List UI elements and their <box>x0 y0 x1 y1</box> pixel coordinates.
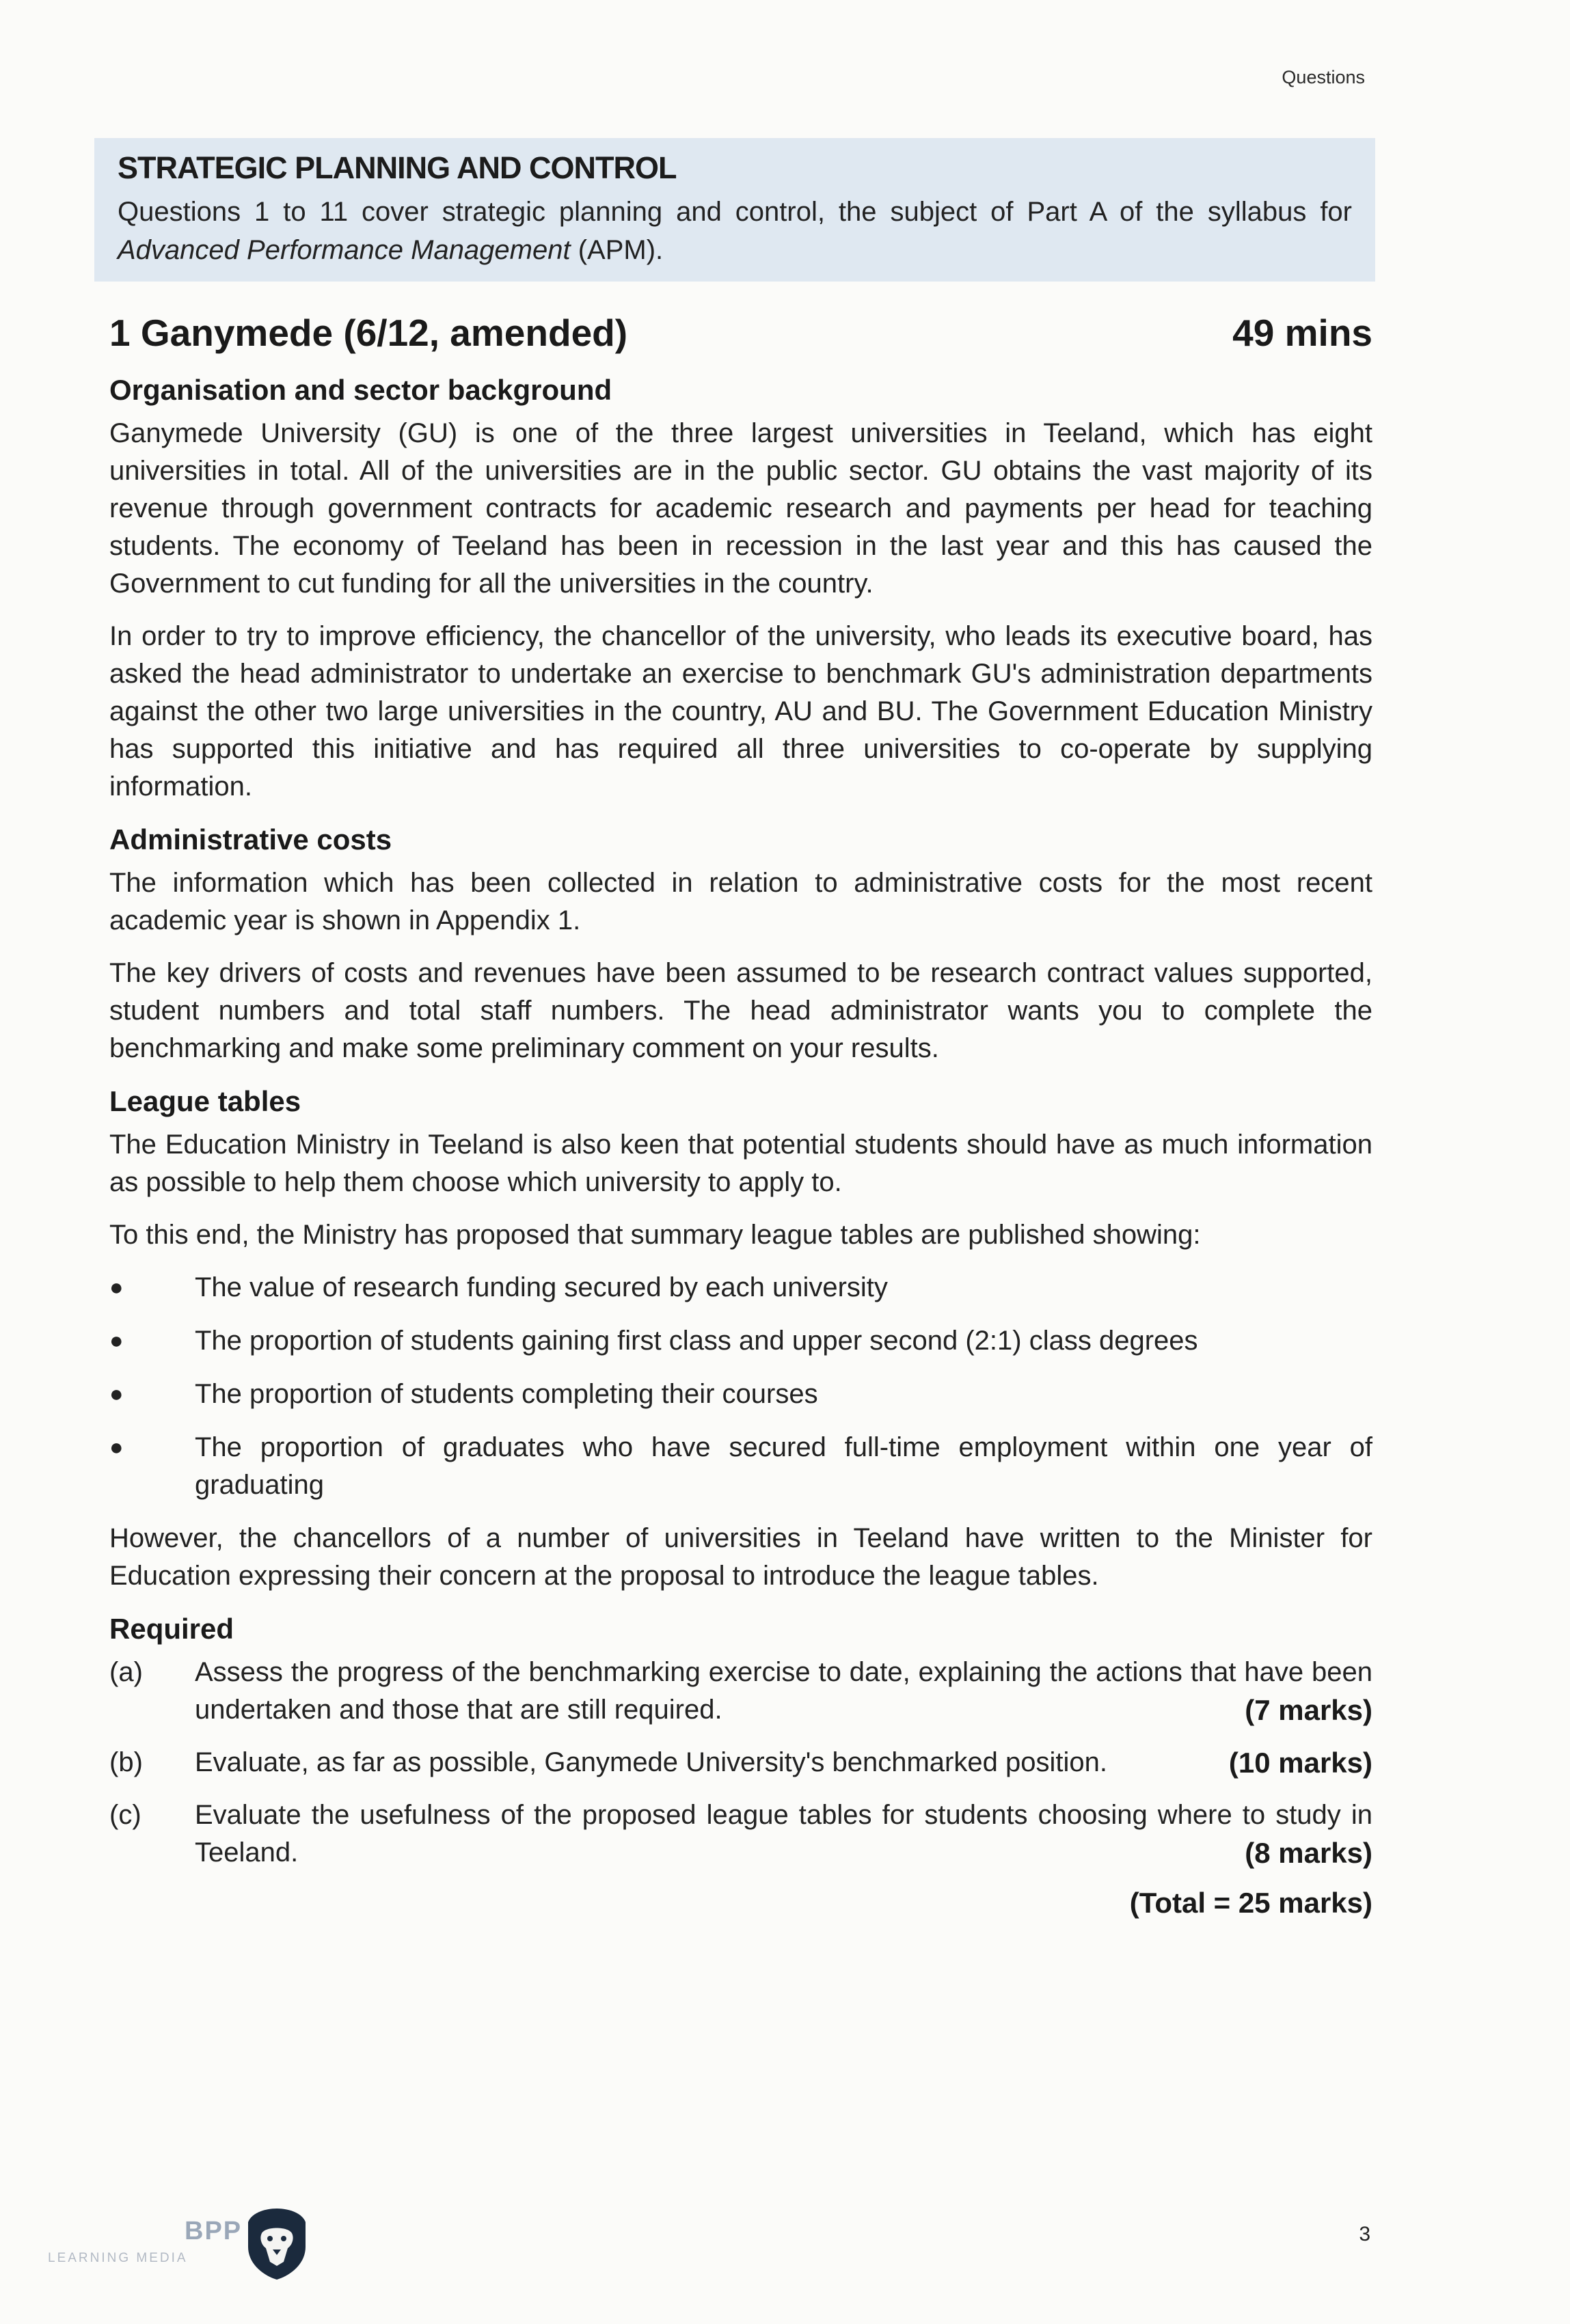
required-part-letter: (c) <box>109 1800 141 1830</box>
bullet-icon: ● <box>109 1328 124 1354</box>
background-paragraph-2: In order to try to improve efficiency, the chancellor of the university, who leads its executive board, has asked the head administrator to undertake an exercise to benchmark GU's administration departments against the other two large universities in the country, AU and BU. The Government Education Ministry has supported this initiative and has required all three universities to co-operate by supplying information. <box>109 621 1372 802</box>
question-content <box>109 311 1372 1919</box>
section-intro-box <box>94 138 1375 282</box>
admin-costs-paragraph-1: The information which has been collected in relation to administrative costs for the most recent academic year is shown in Appendix 1. <box>109 868 1372 935</box>
intro-text-start: Questions 1 to 11 cover strategic planning and control, the subject of Part A of the syllabus for <box>118 197 1352 227</box>
list-item <box>109 1376 1372 1413</box>
list-item <box>109 1429 1372 1504</box>
question-time: 49 mins <box>1232 312 1372 354</box>
required-heading: Required <box>109 1613 234 1645</box>
required-part-text: Assess the progress of the benchmarking exercise to date, explaining the actions that have been undertaken and those that are still required. (7 marks) <box>195 1654 1372 1729</box>
logo-subtitle-text: LEARNING MEDIA <box>48 2251 188 2265</box>
list-item-text: The proportion of students completing their courses <box>195 1379 818 1409</box>
required-part-letter: (b) <box>109 1747 143 1777</box>
logo-brand-text: BPP <box>185 2217 243 2245</box>
list-item-text: The value of research funding secured by each university <box>195 1272 888 1302</box>
required-part-b <box>109 1744 1372 1781</box>
intro-text-end: (APM). <box>570 235 664 265</box>
bullet-icon: ● <box>109 1381 124 1407</box>
question-header <box>109 311 1372 366</box>
league-tables-paragraph-3: However, the chancellors of a number of universities in Teeland have written to the Minister for Education expressing their concern at the proposal to introduce the league tables. <box>109 1523 1372 1591</box>
bullet-icon: ● <box>109 1434 124 1460</box>
total-marks: (Total = 25 marks) <box>1129 1887 1372 1919</box>
list-item-text: The proportion of students gaining first class and upper second (2:1) class degrees <box>195 1326 1198 1356</box>
question-title: 1 Ganymede (6/12, amended) <box>109 312 628 354</box>
publisher-logo <box>48 2206 328 2281</box>
required-part-text: Evaluate the usefulness of the proposed league tables for students choosing where to study in Teeland. (8 marks) <box>195 1796 1372 1872</box>
background-paragraph-1: Ganymede University (GU) is one of the three largest universities in Teeland, which has eight universities in total. All of the universities are in the public sector. GU obtains the vast majority of its revenue through government contracts for academic research and payments per head for teaching students. The economy of Teeland has been in recession in the last year and this has caused the Government to cut funding for all the universities in the country. <box>109 418 1372 599</box>
required-part-c <box>109 1796 1372 1872</box>
admin-costs-heading: Administrative costs <box>109 823 392 856</box>
league-tables-paragraph-2: To this end, the Ministry has proposed that summary league tables are published showing: <box>109 1220 1201 1250</box>
list-item <box>109 1269 1372 1307</box>
league-tables-paragraph-1: The Education Ministry in Teeland is also keen that potential students should have as much information as possible to help them choose which university to apply to. <box>109 1130 1372 1197</box>
league-table-criteria-list <box>109 1269 1372 1504</box>
page-number: 3 <box>1359 2223 1370 2245</box>
section-heading: STRATEGIC PLANNING AND CONTROL <box>118 150 677 185</box>
required-part-marks: (7 marks) <box>1245 1694 1372 1726</box>
required-part-text: (10 marks) Evaluate, as far as possible, Ganymede University's benchmarked position. <box>195 1744 1372 1781</box>
list-item <box>109 1322 1372 1360</box>
running-header: Questions <box>1282 67 1365 87</box>
background-heading: Organisation and sector background <box>109 374 612 406</box>
required-part-a <box>109 1654 1372 1729</box>
required-part-marks: (10 marks) <box>1228 1747 1372 1779</box>
lion-shield-icon <box>243 2206 311 2281</box>
league-tables-heading: League tables <box>109 1085 301 1117</box>
section-intro-text <box>118 193 1352 269</box>
required-part-letter: (a) <box>109 1657 143 1687</box>
list-item-text: The proportion of graduates who have secured full-time employment within one year of graduating <box>195 1432 1372 1500</box>
bullet-icon: ● <box>109 1274 124 1300</box>
admin-costs-paragraph-2: The key drivers of costs and revenues have been assumed to be research contract values supported, student numbers and total staff numbers. The head administrator wants you to complete the benchmarking and make some preliminary comment on your results. <box>109 958 1372 1063</box>
intro-text-italic: Advanced Performance Management <box>118 235 571 265</box>
required-part-marks: (8 marks) <box>1245 1837 1372 1869</box>
